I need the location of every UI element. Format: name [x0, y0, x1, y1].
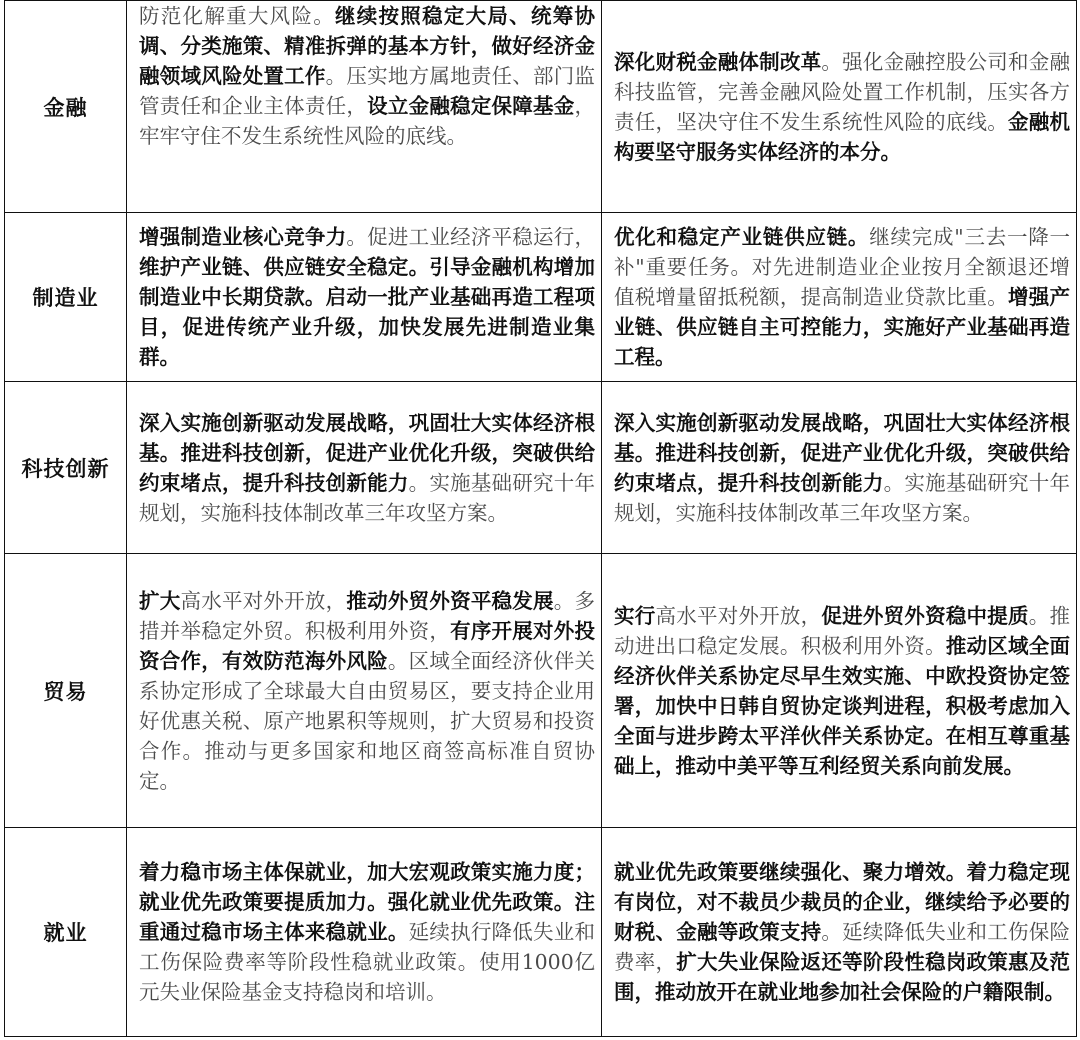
- text-segment: 延续执行降低失业和工伤保险费率等阶段性稳就业政策。使用1000亿元失业保险基金支持稳岗和培训。: [139, 920, 596, 1004]
- bold-text-segment: 深入实施创新驱动发展战略，巩固壮大实体经济根基。推进科技创新，促进产业优化升级，突破供给约束堵点，提升科技创新能力: [614, 410, 1070, 495]
- text-segment: 。多措并举稳定外贸。积极利用外资，: [139, 588, 596, 643]
- category-cell: 贸易: [5, 554, 127, 828]
- left-policy-cell: [127, 828, 602, 1037]
- table-row: [5, 382, 1077, 554]
- text-segment: 。推动进出口稳定发展。积极利用外资。: [614, 603, 1071, 658]
- bold-text-segment: 维护产业链、供应链安全稳定。引导金融机构增加制造业中长期贷款。启动一批产业基础再造工程项目，促进传统产业升级，加快发展先进制造业集群。: [139, 255, 595, 369]
- bold-text-segment: 深化财税金融体制改革: [614, 49, 822, 74]
- right-policy-cell: [602, 213, 1077, 382]
- category-cell: 科技创新: [5, 382, 127, 554]
- bold-text-segment: 实行: [614, 603, 656, 628]
- left-policy-cell: [127, 1, 602, 213]
- right-policy-cell: [602, 554, 1077, 828]
- text-segment: 防范化解重大风险。: [139, 4, 335, 28]
- policy-comparison-table: [4, 0, 1077, 1037]
- text-segment: 。延续降低失业和工伤保险费率，: [614, 920, 1071, 974]
- table-row: [5, 213, 1077, 382]
- table-body: [5, 1, 1077, 1037]
- right-policy-cell: [602, 828, 1077, 1037]
- bold-text-segment: 推动区域全面经济伙伴关系协定尽早生效实施、中欧投资协定签署，加快中日韩自贸协定谈判进程，积极考虑加入全面与进步跨太平洋伙伴关系协定。在相互尊重基础上，推动中美平等互利经贸关系向前发展。: [614, 633, 1071, 778]
- left-policy-cell: [127, 554, 602, 828]
- text-segment: 。区域全面经济伙伴关系协定形成了全球最大自由贸易区，要支持企业用好优惠关税、原产地累积等规则，扩大贸易和投资合作。推动与更多国家和地区商签高标准自贸协定。: [139, 648, 596, 793]
- bold-text-segment: 增强制造业核心竞争力: [139, 225, 347, 249]
- left-policy-cell: [127, 213, 602, 382]
- text-segment: 。实施基础研究十年规划，实施科技体制改革三年攻坚方案。: [139, 470, 596, 525]
- bold-text-segment: 继续按照稳定大局、统筹协调、分类施策、精准拆弹的基本方针，做好经济金融领域风险处置工作: [139, 4, 596, 88]
- bold-text-segment: 着力稳市场主体保就业，加大宏观政策实施力度；就业优先政策要提质加力。强化就业优先政策。注重通过稳市场主体来稳就业。: [139, 860, 595, 944]
- text-segment: 。强化金融控股公司和金融科技监管，完善金融风险处置工作机制，压实各方责任，坚决守住不发生系统性风险的底线。: [614, 49, 1071, 134]
- text-segment: 继续完成"三去一降一补"重要任务。对先进制造业企业按月全额退还增值税增量留抵税额，提高制造业贷款比重。: [614, 225, 1071, 309]
- bold-text-segment: 就业优先政策要继续强化、聚力增效。着力稳定现有岗位，对不裁员少裁员的企业，继续给予必要的财税、金融等政策支持: [614, 860, 1070, 944]
- table-row: [5, 1, 1077, 213]
- bold-text-segment: 有序开展对外投资合作，有效防范海外风险: [139, 618, 596, 673]
- bold-text-segment: 金融机构要坚守服务实体经济的本分。: [614, 109, 1071, 164]
- text-segment: 。实施基础研究十年规划，实施科技体制改革三年攻坚方案。: [614, 470, 1071, 525]
- bold-text-segment: 推动外贸外资平稳发展: [346, 588, 554, 613]
- category-cell: 就业: [5, 828, 127, 1037]
- bold-text-segment: 扩大: [139, 588, 181, 613]
- left-policy-cell: [127, 382, 602, 554]
- table-row: [5, 554, 1077, 828]
- text-segment: 高水平对外开放，: [180, 588, 347, 613]
- category-cell: 金融: [5, 1, 127, 213]
- bold-text-segment: 深入实施创新驱动发展战略，巩固壮大实体经济根基。推进科技创新，促进产业优化升级，突破供给约束堵点，提升科技创新能力: [139, 410, 595, 495]
- table-row: [5, 828, 1077, 1037]
- text-segment: ，牢牢守住不发生系统性风险的底线。: [139, 94, 596, 148]
- right-policy-cell: [602, 1, 1077, 213]
- text-segment: 。压实地方属地责任、部门监管责任和企业主体责任，: [139, 64, 596, 118]
- bold-text-segment: 扩大失业保险返还等阶段性稳岗政策惠及范围，推动放开在就业地参加社会保险的户籍限制。: [614, 950, 1071, 1004]
- bold-text-segment: 设立金融稳定保障基金: [367, 94, 575, 118]
- bold-text-segment: 促进外贸外资稳中提质: [821, 603, 1029, 628]
- text-segment: 高水平对外开放，: [655, 603, 822, 628]
- right-policy-cell: [602, 382, 1077, 554]
- category-cell: 制造业: [5, 213, 127, 382]
- bold-text-segment: 优化和稳定产业链供应链。: [614, 225, 870, 249]
- text-segment: 。促进工业经济平稳运行，: [346, 225, 596, 249]
- bold-text-segment: 增强产业链、供应链自主可控能力，实施好产业基础再造工程。: [614, 285, 1071, 369]
